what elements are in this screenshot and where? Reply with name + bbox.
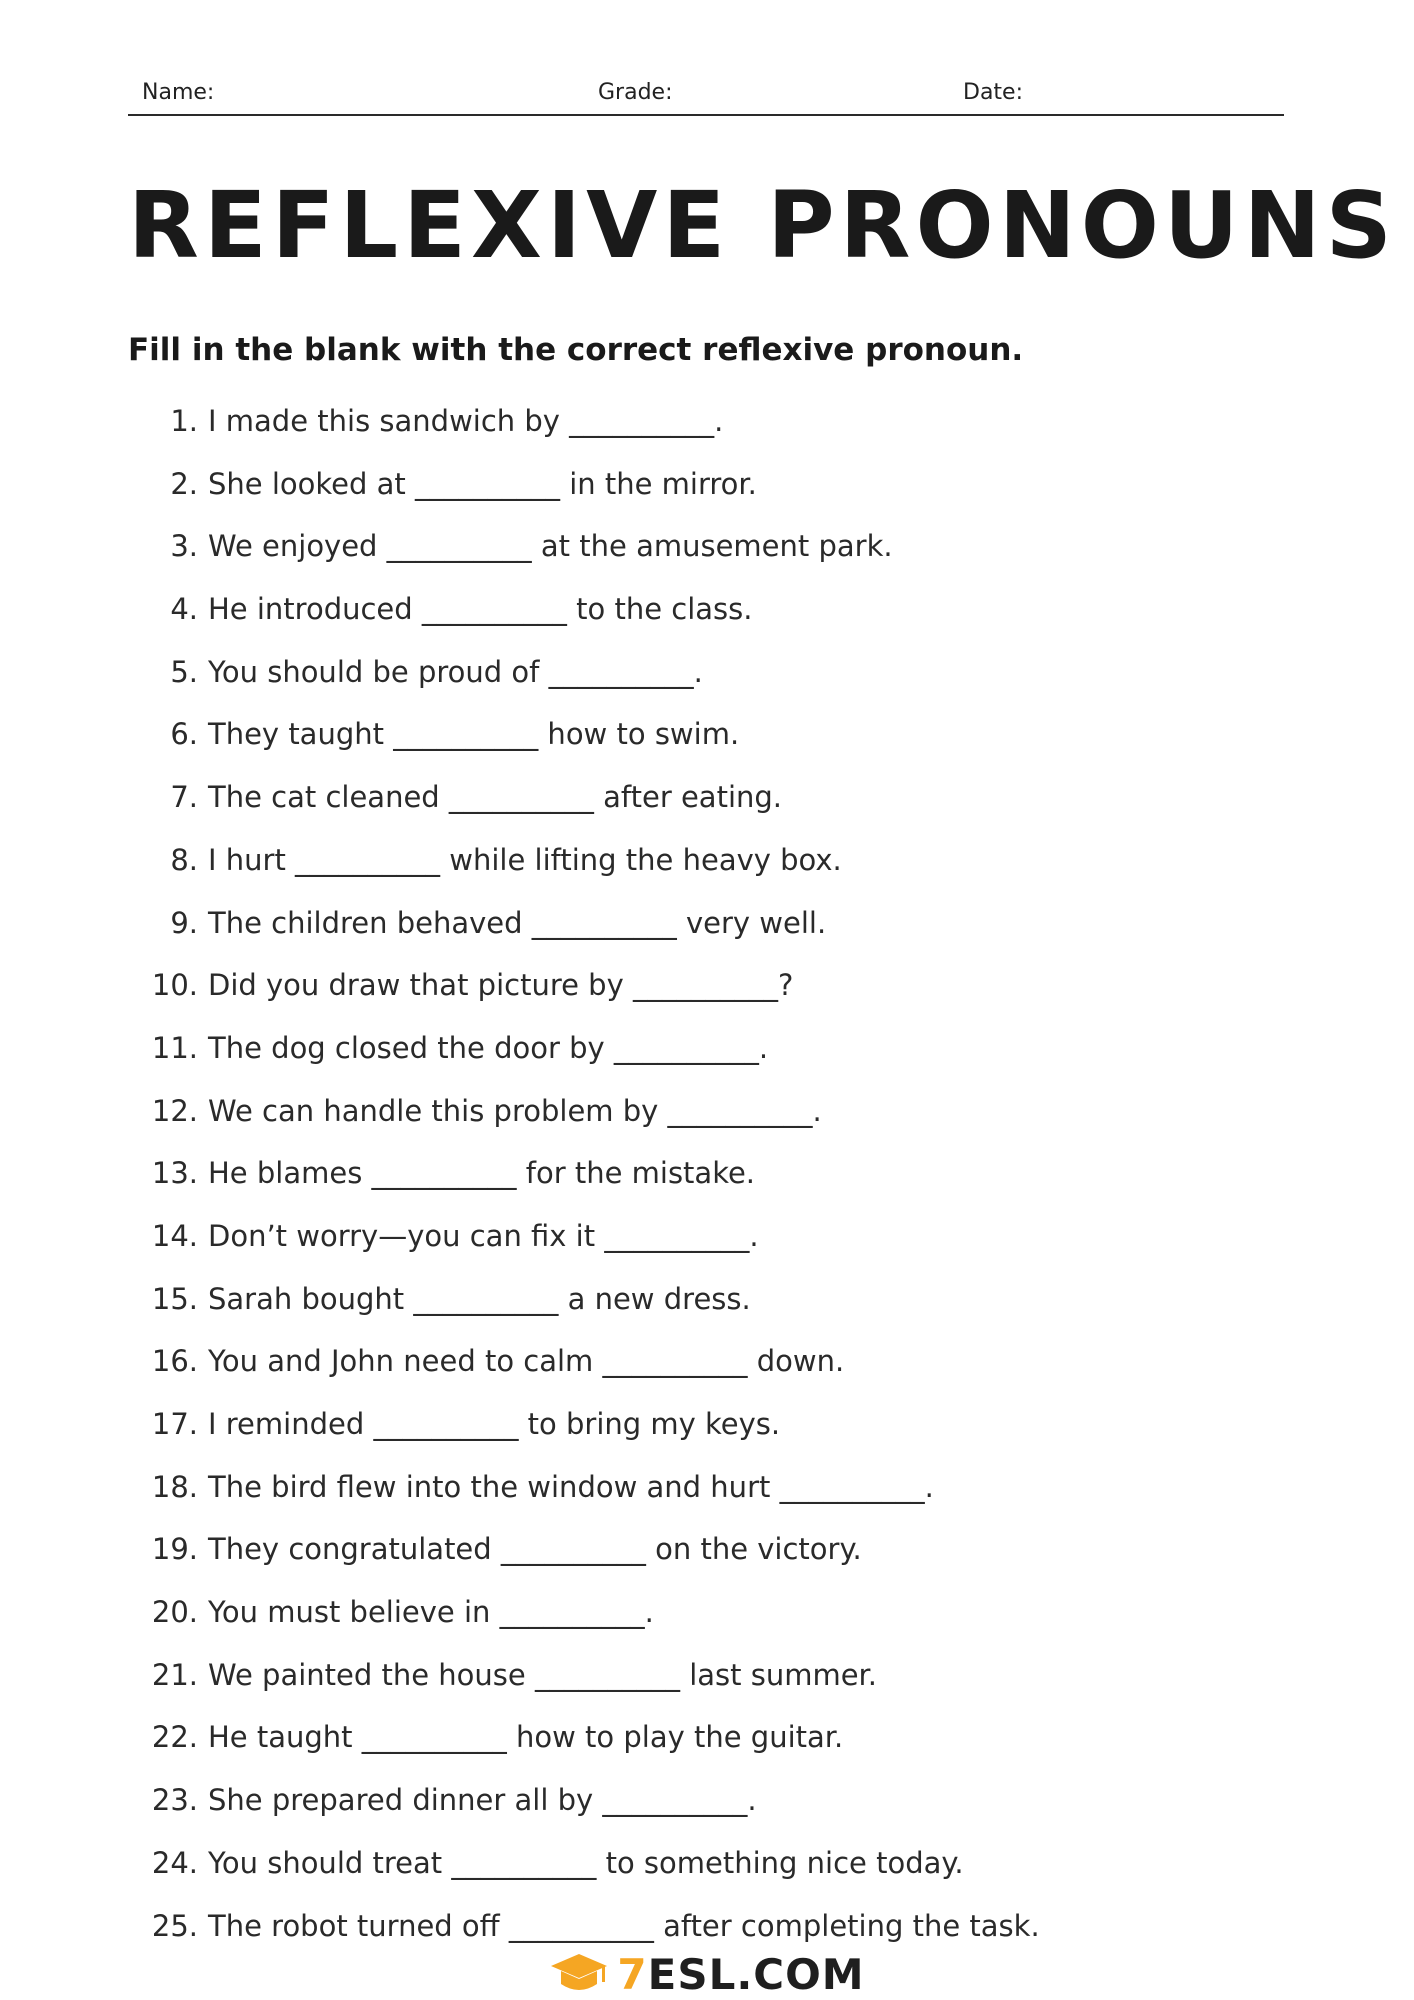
question-item bbox=[128, 1282, 1288, 1345]
page-title: REFLEXIVE PRONOUNS bbox=[128, 172, 1397, 279]
question-text: You should treat __________ to something nice today. bbox=[208, 1845, 964, 1880]
question-item bbox=[128, 1658, 1288, 1721]
question-item bbox=[128, 780, 1288, 843]
question-number: 4. bbox=[170, 592, 198, 627]
question-text: Don’t worry—you can fix it __________. bbox=[208, 1218, 759, 1253]
question-item bbox=[128, 1720, 1288, 1783]
question-number: 6. bbox=[170, 717, 198, 752]
question-text: They taught __________ how to swim. bbox=[208, 717, 740, 752]
question-text: He taught __________ how to play the guitar. bbox=[208, 1720, 844, 1755]
question-item bbox=[128, 529, 1288, 592]
question-number: 24. bbox=[151, 1845, 198, 1880]
question-number: 17. bbox=[151, 1407, 198, 1441]
question-item bbox=[128, 1470, 1288, 1533]
logo-rest: ESL.COM bbox=[647, 1949, 865, 1999]
question-item bbox=[128, 592, 1288, 655]
logo-text bbox=[617, 1950, 864, 1999]
question-item bbox=[128, 1219, 1288, 1282]
question-text: He blames __________ for the mistake. bbox=[208, 1156, 756, 1191]
question-item bbox=[128, 1344, 1288, 1407]
question-number: 9. bbox=[170, 905, 198, 940]
question-number: 1. bbox=[170, 404, 198, 438]
question-number: 16. bbox=[151, 1344, 198, 1379]
question-item bbox=[128, 968, 1288, 1031]
name-label: Name: bbox=[142, 80, 215, 105]
question-text: She prepared dinner all by __________. bbox=[208, 1783, 757, 1818]
question-list bbox=[128, 404, 1288, 1971]
question-text: Sarah bought __________ a new dress. bbox=[208, 1281, 751, 1316]
question-item bbox=[128, 843, 1288, 906]
question-number: 2. bbox=[170, 466, 198, 501]
question-item bbox=[128, 467, 1288, 530]
question-item bbox=[128, 717, 1288, 780]
question-text: We enjoyed __________ at the amusement park. bbox=[208, 529, 893, 564]
question-item bbox=[128, 1532, 1288, 1595]
question-text: We can handle this problem by __________. bbox=[208, 1093, 822, 1128]
question-text: I made this sandwich by __________. bbox=[208, 404, 724, 438]
question-text: The bird flew into the window and hurt __________. bbox=[208, 1469, 934, 1504]
question-number: 5. bbox=[170, 654, 198, 689]
question-text: The children behaved __________ very well. bbox=[208, 905, 827, 940]
worksheet-header bbox=[128, 74, 1284, 116]
question-text: You should be proud of __________. bbox=[208, 654, 703, 689]
question-text: We painted the house __________ last summer. bbox=[208, 1657, 878, 1692]
question-number: 18. bbox=[151, 1469, 198, 1504]
question-text: The cat cleaned __________ after eating. bbox=[208, 780, 783, 815]
question-number: 13. bbox=[151, 1156, 198, 1191]
question-number: 21. bbox=[151, 1657, 198, 1692]
question-number: 10. bbox=[151, 968, 198, 1003]
question-text: The robot turned off __________ after completing the task. bbox=[208, 1908, 1040, 1943]
question-number: 15. bbox=[151, 1281, 198, 1316]
grade-label: Grade: bbox=[598, 80, 673, 105]
question-number: 11. bbox=[151, 1030, 198, 1065]
question-number: 22. bbox=[151, 1720, 198, 1755]
question-item bbox=[128, 404, 1288, 467]
question-item bbox=[128, 1783, 1288, 1846]
question-text: He introduced __________ to the class. bbox=[208, 592, 753, 627]
footer-logo bbox=[0, 1950, 1414, 1998]
question-number: 25. bbox=[151, 1908, 198, 1943]
question-number: 14. bbox=[151, 1218, 198, 1253]
question-item bbox=[128, 1031, 1288, 1094]
question-text: I reminded __________ to bring my keys. bbox=[208, 1407, 781, 1441]
instructions: Fill in the blank with the correct reflexive pronoun. bbox=[128, 332, 1024, 368]
question-item bbox=[128, 1846, 1288, 1909]
date-label: Date: bbox=[963, 80, 1023, 105]
question-text: You and John need to calm __________ down. bbox=[208, 1344, 845, 1379]
question-text: You must believe in __________. bbox=[208, 1595, 654, 1630]
question-number: 8. bbox=[170, 842, 198, 877]
graduation-cap-icon bbox=[549, 1952, 609, 1996]
question-number: 23. bbox=[151, 1783, 198, 1818]
question-item bbox=[128, 655, 1288, 718]
question-number: 7. bbox=[170, 780, 198, 815]
question-item bbox=[128, 1156, 1288, 1219]
question-item bbox=[128, 1094, 1288, 1157]
question-text: I hurt __________ while lifting the heavy box. bbox=[208, 842, 842, 877]
question-text: They congratulated __________ on the victory. bbox=[208, 1532, 862, 1567]
question-number: 19. bbox=[151, 1532, 198, 1567]
question-item bbox=[128, 1595, 1288, 1658]
question-item bbox=[128, 906, 1288, 969]
question-text: Did you draw that picture by __________? bbox=[208, 968, 794, 1003]
question-item bbox=[128, 1407, 1288, 1470]
logo-seven: 7 bbox=[617, 1949, 648, 1999]
question-number: 3. bbox=[170, 529, 198, 564]
question-text: The dog closed the door by __________. bbox=[208, 1030, 769, 1065]
question-number: 12. bbox=[151, 1093, 198, 1128]
question-number: 20. bbox=[151, 1595, 198, 1630]
question-text: She looked at __________ in the mirror. bbox=[208, 466, 757, 501]
